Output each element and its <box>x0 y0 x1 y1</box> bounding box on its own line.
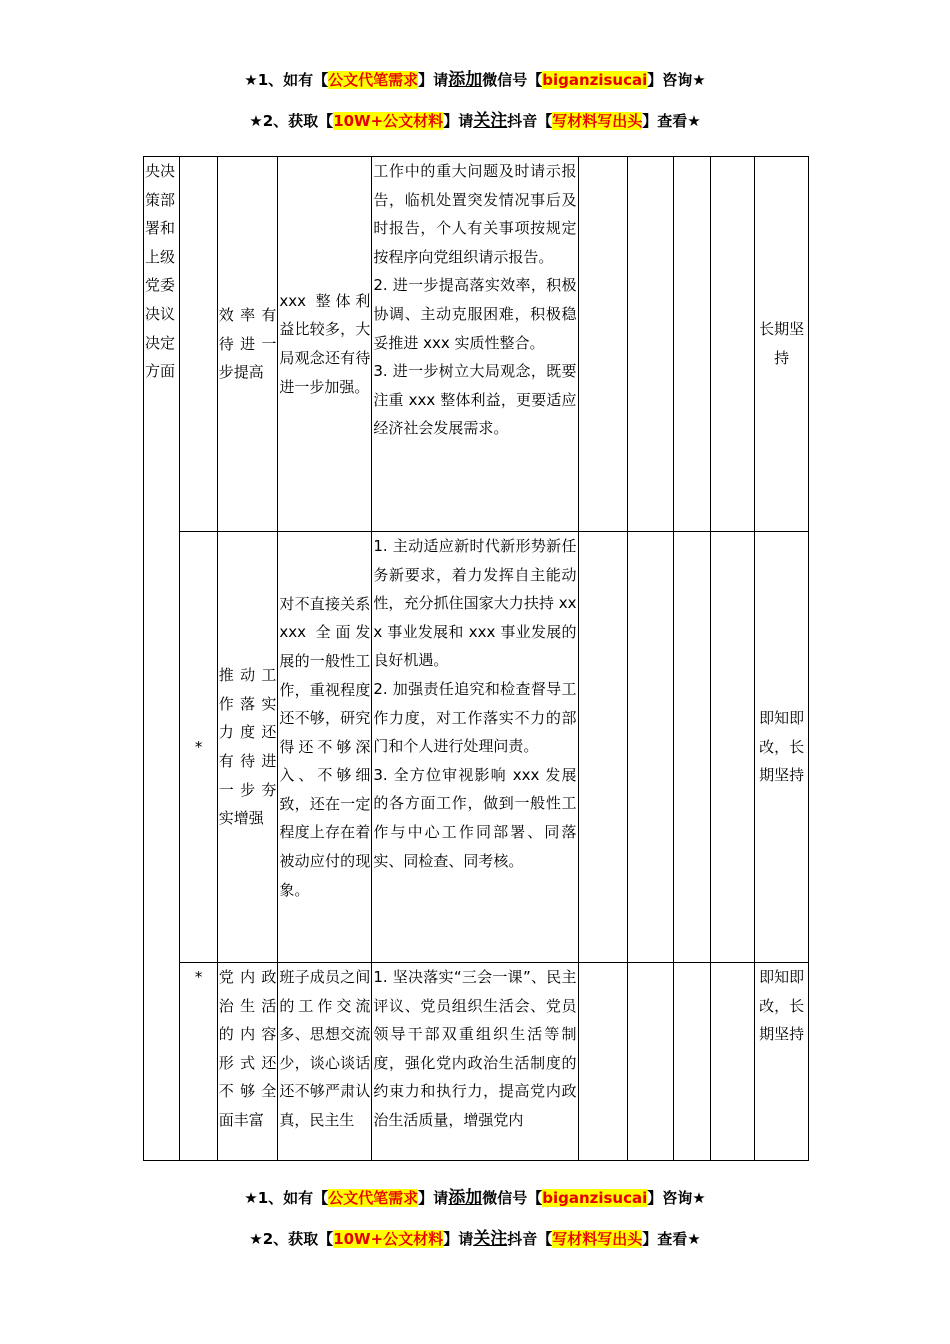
empty-cell <box>628 963 673 1161</box>
table-row <box>144 157 809 532</box>
measures-cell: 1. 主动适应新时代新形势新任务新要求，着力发挥自主能动性，充分抓住国家大力扶持 xxx 事业发展和 xxx 事业发展的良好机遇。 2. 加强责任追究和检查督导工作力度，对工作落实不力的部门和个人进行处理问责。 3. 全方位审视影响 xxx 发展的各方面工作，做到一般性工作与中心工作同部署、同落实、同检查、同考核。 <box>372 532 578 963</box>
empty-cell <box>673 157 710 532</box>
problem-cell: 效率有待进一步提高 <box>217 157 278 532</box>
empty-cell <box>578 963 628 1161</box>
wechat-id: biganzisucai <box>542 1189 648 1207</box>
highlight-text: 公文代笔需求 <box>328 71 419 89</box>
header-banner-line-1: ★1、如有【公文代笔需求】请添加微信号【biganzisucai】咨询★ <box>244 70 706 90</box>
mark-cell: * <box>180 532 217 963</box>
douyin-account: 写材料写出头 <box>552 1230 643 1248</box>
measures-cell: 工作中的重大问题及时请示报告，临机处置突发情况事后及时报告，个人有关事项按规定按程序向党组织请示报告。 2. 进一步提高落实效率，积极协调、主动克服困难，积极稳妥推进 xxx 实质性整合。 3. 进一步树立大局观念，既要注重 xxx 整体利益，更要适应经济社会发展需求。 <box>372 157 578 532</box>
empty-cell <box>710 963 754 1161</box>
empty-cell <box>628 532 673 963</box>
cause-cell: 对不直接关系 xxx 全面发展的一般性工作，重视程度还不够，研究得还不够深入、不够细致，还在一定程度上存在着被动应付的现象。 <box>278 532 372 963</box>
cause-cell: xxx 整体利益比较多，大局观念还有待进一步加强。 <box>278 157 372 532</box>
footer-banner-line-2: ★2、获取【10W+公文材料】请关注抖音【写材料写出头】查看★ <box>249 1229 701 1249</box>
empty-cell <box>578 532 628 963</box>
category-cell: 央决策部署和上级党委决议决定方面 <box>144 157 180 1161</box>
table-row <box>144 532 809 963</box>
empty-cell <box>673 532 710 963</box>
highlight-text: 10W+公文材料 <box>333 1230 444 1248</box>
header-banner-line-2: ★2、获取【10W+公文材料】请关注抖音【写材料写出头】查看★ <box>249 111 701 131</box>
underlined-text: 添加 <box>448 70 483 90</box>
cause-cell: 班子成员之间的工作交流多、思想交流少，谈心谈话还不够严肃认真，民主生 <box>278 963 372 1161</box>
empty-cell <box>710 157 754 532</box>
timeline-cell: 即知即改，长期坚持 <box>755 963 809 1161</box>
highlight-text: 10W+公文材料 <box>333 112 444 130</box>
douyin-account: 写材料写出头 <box>552 112 643 130</box>
timeline-cell: 长期坚持 <box>755 157 809 532</box>
timeline-cell: 即知即改，长期坚持 <box>755 532 809 963</box>
problem-cell: 党内政治生活的内容形式还不够全面丰富 <box>217 963 278 1161</box>
problem-cell: 推动工作落实力度还有待进一步夯实增强 <box>217 532 278 963</box>
table-row <box>144 963 809 1161</box>
measures-cell: 1. 坚决落实“三会一课”、民主评议、党员组织生活会、党员领导干部双重组织生活等制度，强化党内政治生活制度的约束力和执行力，提高党内政治生活质量，增强党内 <box>372 963 578 1161</box>
rectification-table <box>143 156 809 1161</box>
underlined-text: 关注 <box>473 111 508 131</box>
wechat-id: biganzisucai <box>542 71 648 89</box>
underlined-text: 添加 <box>448 1188 483 1208</box>
highlight-text: 公文代笔需求 <box>328 1189 419 1207</box>
empty-cell <box>578 157 628 532</box>
underlined-text: 关注 <box>473 1229 508 1249</box>
empty-cell <box>628 157 673 532</box>
empty-cell <box>710 532 754 963</box>
footer-banner-line-1: ★1、如有【公文代笔需求】请添加微信号【biganzisucai】咨询★ <box>244 1188 706 1208</box>
empty-cell <box>673 963 710 1161</box>
mark-cell <box>180 157 217 532</box>
mark-cell: * <box>180 963 217 1161</box>
